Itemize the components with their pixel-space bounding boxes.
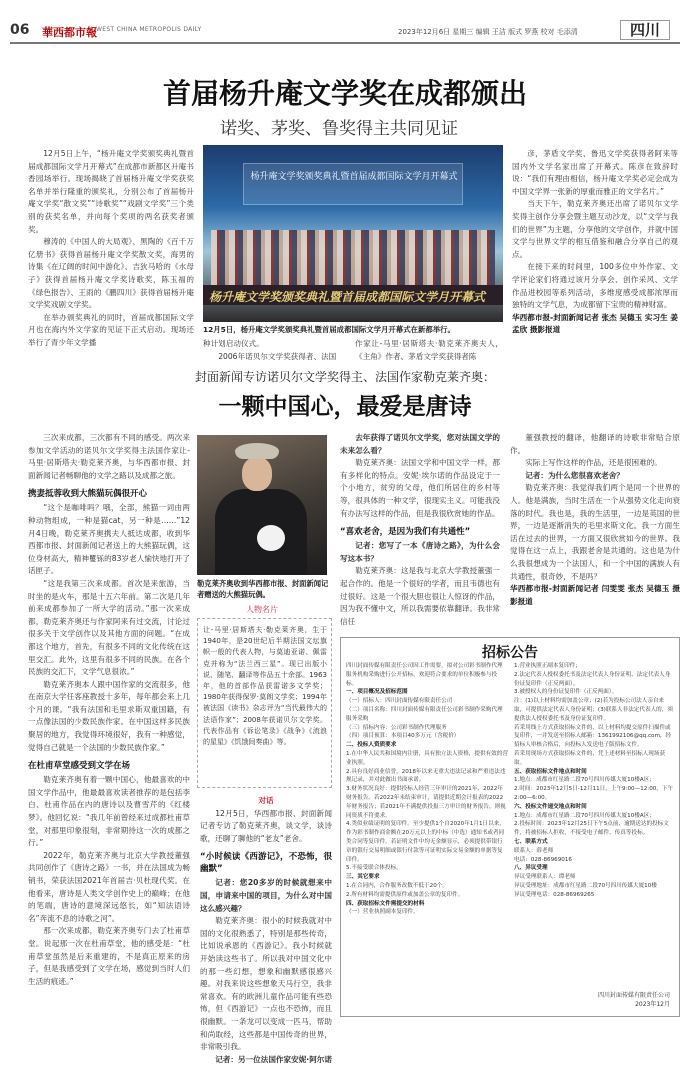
paragraph: 12月5日，华西都市报、封面新闻记者专访了勒克莱齐奥，谈文学，谈诗歌，还聊了聊他的“老友”老舍。 <box>200 808 332 843</box>
article1-col3 <box>355 338 503 363</box>
paragraph: 勒克莱齐奥：我觉得我们两个是同一个世界的人。他是满族，当时生活在一个从强势文化走向衰落的时代。我也是，我的生活里，一边是英国的世界，一边是逐渐消失的毛里求斯文化。我一方面生活在过去的世界，一方面又很欣赏如今的世界。我觉得在这一点上，我跟老舍是共通的。这也是为什么我很想成为一个法国人，和一个中国的满族人有共通性，很奇妙，不是吗？ <box>510 483 680 581</box>
paragraph: 勒克莱齐奥有着一颗中国心，他最喜欢的中国文学作品中，他最最喜欢读者推荐的是包括李白、杜甫作品在内的唐诗以及曹雪芹的《红楼梦》。他回忆说：“我几年前曾经来过成都杜甫草堂，对那里印象很刻，非常期待这一次的成都之行。” <box>28 775 190 848</box>
issue-meta: 2023年12月6日 星期三 编辑 王洁 版式 罗燕 校对 毛添清 <box>398 28 578 36</box>
notice-line: 1.在合同内，合作服务改数不低于20个。 <box>346 882 448 889</box>
notice-line: 1.在中华人民共和国境内注册，具有独立法人资格，提供有效的营业执照。 <box>346 750 508 766</box>
interview-photo-caption: 勒克莱齐奥收到华西都市报、封面新闻记者赠送的大熊猫玩偶。 <box>197 579 329 599</box>
notice-line: 异议受理地址：成都市红星路二段70号四川传媒大厦10楼 <box>514 882 657 889</box>
photo-caption: 12月5日，杨升庵文学奖颁奖典礼暨首届成都国际文学月开幕式在新都举行。 <box>203 325 455 334</box>
section-heading: “喜欢老舍，是因为我们有共通性” <box>340 527 471 538</box>
notice-signature <box>520 990 670 1008</box>
signature-date: 2023年12月 <box>635 1001 670 1008</box>
article1-title: 首届杨升庵文学奖在成都颁出 <box>162 77 527 110</box>
stage-banner <box>243 163 463 205</box>
notice-line: （四）项目预算：本项目40多万元（含税价） <box>346 733 460 740</box>
notice-line: 异议受理电话：028-86969265 <box>514 891 595 898</box>
header-divider <box>10 42 680 44</box>
notice-line: （一）营业执照副本复印件。 <box>346 909 419 916</box>
paragraph: 勒克莱齐奥本人跟中国作家的交流很多，他在南京大学任客座教授十多年，每年都会来上几个月的课。“我有法国和毛里求斯双重国籍，有一点像法国的少数民族作家。在中国这样多民族聚居的地方，我觉得环境很好，我有一种感觉，觉得自己就是一个法国的少数民族作家。” <box>28 679 190 752</box>
tender-notice-title: 招标公告 <box>482 645 538 661</box>
paragraph: “这个是咖啡吗？哦，全部，熊猫一词由两种动物组成，一种是猫cat，另一种是……”12月4日晚，勒克莱齐奥携夫人抵达成都，收到华西都市报、封面新闻记者送上的大熊猫玩偶，这位身材高大，精神矍铄的83岁老人愉快地打开了话匣子。 <box>28 503 190 576</box>
paragraph: 穆涛的《中国人的大局观》、黑陶的《百千万亿册书》获得首届杨升庵文学奖散文奖，海男的诗集《在辽阔的时间中游化》、吉狄马哈的《水母子》获得首届杨升庵文学奖诗歌奖，陈玉福的《绿色报告》、王雨的《鹏四川》获得首届杨升庵文学奖戏剧文学奖。 <box>28 237 194 310</box>
section-label: 四川 <box>620 20 670 40</box>
article2-col3 <box>340 432 500 632</box>
notice-line: 若采用现场方式获取招标文件的，凭上述材料至招标人现场获取。 <box>514 750 666 766</box>
newspaper-logo-en: WEST CHINA METROPOLIS DAILY <box>96 26 202 33</box>
profile-text <box>203 625 327 785</box>
signature-org: 四川封面传媒有限责任公司 <box>597 992 670 999</box>
notice-line: 七、联系方式 <box>514 838 548 845</box>
article1-col4 <box>512 148 678 362</box>
notice-line: 联系人：薛老师 <box>514 847 554 854</box>
paragraph: 在接下来的时间里，100多位中外作家、文学评论家们将通过该月分享会、创作采风、文学作品进校园等系列活动，多维度感受成都浓厚而独特的文学气息，为成都留下宝贵的精神财富。 <box>512 262 678 310</box>
article1-col2 <box>203 338 348 363</box>
notice-line: 若采用线上方式获取招标文件的，以上材料均提交原件扫描件或复印件，一并发送至招标人邮箱：1361992106@qq.com，经招标人审核合格后，向投标人发送电子版招标文件。 <box>514 724 672 749</box>
notice-line: 异议受理联系人：谭老师 <box>514 874 576 881</box>
notice-line: 四、获取招标文件需提交的材料 <box>346 900 425 907</box>
page-number: 06 <box>10 22 30 38</box>
person-face <box>242 457 272 491</box>
paragraph: 勒克莱齐奥：很小的时候我就对中国的文化很熟悉了，特别是那些传奇，比如说承恩的《西游记》。我小时候就开始读这些书了。所以我对中国文化中的那一些幻想，想象和幽默感很感兴趣。对我来说这些想象天马行空，我非常喜欢。有的欧洲儿童作品可能有些恐怖，但《西游记》一点也不恐怖，而且很幽默。一条龙可以变成一匹马，帮助和尚取经，这些都是中国传奇的世界，非常吸引我。 <box>200 916 332 1052</box>
paragraph: 去年获得了诺贝尔文学奖，您对法国文学的未来怎么看？ <box>340 433 500 455</box>
notice-line: 电话：028-86969016 <box>514 856 572 863</box>
notice-line: 4.类似业绩证明的复印件。至少提供1个自2020年1月1日以来，作为彩书制作商金额在20万元以上的中标（中选）通知书或者同类合同等复印件。若证明文件中均无金额显示，必须提供带银行章的银行交易明细或银行付款等可证明实际交易金额的单据等复印件。 <box>346 821 505 863</box>
notice-line: （三）招标内容：公司彩书制作代理服务 <box>346 724 447 731</box>
section-heading: 在杜甫草堂感受到文学在场 <box>28 761 131 772</box>
paragraph: 实际上写作这样的作品，还是很困难的。 <box>525 458 662 468</box>
notice-line: 四川封面传媒有限责任公司因工作需要，拟对公司彩书制作代理服务机构采购进行公开招标，欢迎符合要求的单位积极参与投标。 <box>346 663 503 687</box>
notice-line: 3.财务状况良好：提供投标人经营三年审计的2021年、2022年财务报告。若2022年未结束审计，请提供近期会计报表的2022年财务报告；若2021年不满提供投报三方审计的财务报告，则视同资质不符要求。 <box>346 786 506 819</box>
paragraph: 记者：另一位法国作家安妮·阿尔诺 <box>215 1054 332 1064</box>
article2-col1 <box>28 432 190 1044</box>
notice-line: 六、投标文件递交地点和时间 <box>514 803 587 810</box>
paragraph: 那一次来成都，勒克莱齐奥专门去了杜甫草堂。说起那一次在杜甫草堂，他的感受是：“杜甫草堂虽然是后来重建的，不是真正原来的房子，但是我感受到了文学在场，感觉到当时人们生活的痕迹。” <box>28 926 190 986</box>
article2-title: 一颗中国心，最爱是唐诗 <box>218 394 472 420</box>
page-header <box>0 0 690 46</box>
notice-line: 3.被授权人的身份证复印件（正反两面）。 <box>514 689 618 696</box>
paragraph: 彦，茅盾文学奖、鲁迅文学奖获得者阿来等国内外文学名家出席了开幕式。陈彦在致辞时说：“我们有理由相信，杨升庵文学奖必定会成为中国文学界一张新的厚重而雅正的文学名片。” <box>512 149 678 196</box>
paragraph: 三次来成都，三次都有不同的感受。两次来参加文学活动的诺贝尔文学奖得主法国作家让-马里·居斯塔夫·勒克莱齐奥，与华西都市报、封面新闻记者畅聊他的文学之路以及成都之旅。 <box>28 433 190 480</box>
crowd-on-stage <box>211 230 495 285</box>
notice-line: 2.具有良好商业信誉，2018年以来无重大违法记录和严重违法违规记录，并对此做出书面承诺。 <box>346 768 506 784</box>
dialog-label: 对话 <box>258 796 274 805</box>
byline: 华西都市报-封面新闻记者 张杰 吴德玉 实习生 姜孟欣 摄影报道 <box>512 312 678 335</box>
ceremony-photo <box>203 145 503 322</box>
newspaper-logo: 華西都市報 <box>42 26 97 39</box>
interview-photo <box>197 435 327 575</box>
paragraph: 让-马里·居斯塔夫·勒克莱齐奥，生于1940年，是20世纪后半期法国文坛旗帜一般的代表人物，与莫迪亚诺、佩雷克并称为“法兰西三星”。现已出版小说、随笔、翻译等作品五十余部。1963年，他的首部作品获雷诺多文学奖；1980年获得保罗·莫朗文学奖；1994年被法国《读书》杂志评为“当代最伟大的法语作家”；2008年获诺贝尔文学奖。代表作品有《诉讼笔录》《战争》《流浪的星星》《饥饿间奏曲》等。 <box>203 626 327 747</box>
article1-col1 <box>28 148 194 358</box>
article2-subtitle: 封面新闻专访诺贝尔文学奖得主、法国作家勒克莱齐奥： <box>194 370 495 384</box>
paragraph: 记者：您20多岁的时候就想来中国，申请来中国的项目，为什么对中国这么感兴趣？ <box>200 878 332 913</box>
notice-line: 注：(1)以上材料均需加盖公章；(2)若为投标公司法人亲自来取，可提供法定代表人身份证明；(3)联系人非法定代表人的，须提供法人授权委托书及身份证复印件。 <box>514 698 673 722</box>
notice-line: 2.时间：2023年12月5日-12月11日，上午9:00—12:00，下午2:00—6:00。 <box>514 786 674 801</box>
paragraph: 2006年诺贝尔文学奖获得者、法国 <box>218 351 337 361</box>
tender-notice-right <box>514 662 674 987</box>
notice-line: 二、投标人资质要求 <box>346 742 397 749</box>
notice-line: 一、项目概况及招标范围 <box>346 689 408 696</box>
paragraph: 种计划启动仪式。 <box>203 339 264 348</box>
notice-line: 2.法定代表人授权委托书及法定代表人身份证明、法定代表人身份证复印件（正反两面）。 <box>514 671 671 687</box>
paragraph: 记者：为什么您很喜欢老舍？ <box>525 470 624 480</box>
notice-line: （一）招标人：四川封面传媒有限责任公司 <box>346 698 453 705</box>
paragraph: 在举办颁奖典礼的同时，首届成都国际文学月也在海内外文学家的见证下正式启动。现场还举行了青少年文学播 <box>28 312 194 347</box>
paragraph: “这是我第三次来成都。首次是来旅游，当时坐的是火车，那是十五六年前。第二次是几年前来成都参加了一所大学的活动。”那一次来成都，勒克莱齐奥还与作家阿来有过交流，讨论过很多关于文学创作以及其他方面的问题。“在成都这个地方，首先，有很多不同的文化传统在这里交汇。此外，这里有很多不同的民族。在各个民族的交汇下，文学气息很浓。” <box>28 578 190 677</box>
byline: 华西都市报-封面新闻记者 闫雯雯 张杰 吴德玉 摄影报道 <box>510 584 680 606</box>
notice-line: 5.不接受联合体投标。 <box>346 865 402 872</box>
section-heading: 携妻抵蓉收到大熊猫玩偶很开心 <box>28 489 148 500</box>
notice-line: 三、其它要求 <box>346 874 380 881</box>
paragraph: 当天下午，勒克莱齐奥还出席了诺贝尔文学奖得主创作分享会暨主题互动沙龙，以“文学与我们的世界”为主题，分享他的文学创作，并就中国文学与世界文学的相互借鉴和融合分享自己的观点。 <box>512 199 678 259</box>
notice-line: 1.营业执照正副本复印件； <box>514 663 581 669</box>
paragraph: 勒克莱齐奥：法国文学和中国文学一样，都有多样化的特点。安妮·埃尔诺的作品设定于一个小地方，贫穷的父母，他们所居住的乡村等等，很具体的一种文学，很现实主义。可能我没有办法写这样的作品，但是我很欣赏她的作品。 <box>340 458 500 518</box>
notice-line: 1.地点：成都市红星路二段70号四川传媒大厦10楼A区； <box>514 812 655 819</box>
stage-slogan: 杨升庵文学奖颁奖典礼暨首届成都国际文学月开幕式 <box>209 290 486 304</box>
notice-line: 五、获取招标文件地点和时间 <box>514 768 587 775</box>
panda-toy <box>257 525 285 551</box>
paragraph: 记者：您写了一本《唐诗之路》，为什么会写这本书？ <box>340 541 500 563</box>
banner-text: 杨升庵文学奖颁奖典礼暨首届成都国际文学月开幕式 <box>250 172 458 182</box>
notice-line: 2.投标时间：2023年12月25日下午5点前，逾期送达的投标文件，将被招标人拒收，不接受电子邮件、传真等投标。 <box>514 821 669 837</box>
notice-line: （二）项目名称：四川封面传媒有限责任公司彩书制作采购代理服务采购 <box>346 706 503 722</box>
article1-subtitle: 诺奖、茅奖、鲁奖得主共同见证 <box>220 119 458 139</box>
paragraph: 勒克莱齐奥：这是我与北京大学教授董强一起合作的。他是一个很好的学者，而且韦德也有过很好。这是一个很大胆也很让人惊讶的作品，因为我不懂中文，所以我需要依靠翻译。我非常信任 <box>340 566 500 626</box>
paragraph: 董强教授的翻译，他翻译的诗歌非常贴合原作。 <box>510 433 680 455</box>
paragraph: 2022年，勒克莱齐奥与北京大学教授董强共同创作了《唐诗之路》一书，并在法国成为畅销书，荣获法国2021年首届吉·贝杜现代奖。在他看来，唐诗是人类文学创作史上的巅峰；在他的笔端，唐诗的意境深远悠长，如“知法语诗名”奔流不息的诗歌之河”。 <box>28 850 190 923</box>
person-hat <box>235 443 279 459</box>
notice-line: 1.地点：成都市红星路二段70号四川传媒大厦10楼A区； <box>514 777 655 784</box>
tender-notice-left <box>346 662 508 1012</box>
paragraph: 12月5日上午，“杨升庵文学奖颁奖典礼暨首届成都国际文学月开幕式”在成都市新都区升庵书香园场举行。现场揭晓了首届杨升庵文学奖获奖名单并举行隆重的颁奖礼，分别公布了首届杨升庵文学奖“散文奖”“诗歌奖”“戏剧文学奖”三个类别的获奖名单，并向每个奖项的两名获奖者颁奖。 <box>28 149 194 234</box>
article2-col4 <box>510 432 680 632</box>
notice-line: 2.所有材料均需提供原件或加盖公章的复印件。 <box>346 891 464 898</box>
section-heading: “小时候读《西游记》，不恐怖，很幽默” <box>200 852 332 875</box>
notice-line: 八、异议受理 <box>514 865 548 872</box>
article2-col2 <box>200 795 332 1064</box>
profile-label: 人物名片 <box>246 605 278 614</box>
paragraph: 作家让-马里·居斯塔夫·勒克莱齐奥夫人，《主角》作者、茅盾文学奖获得者陈 <box>355 339 503 361</box>
